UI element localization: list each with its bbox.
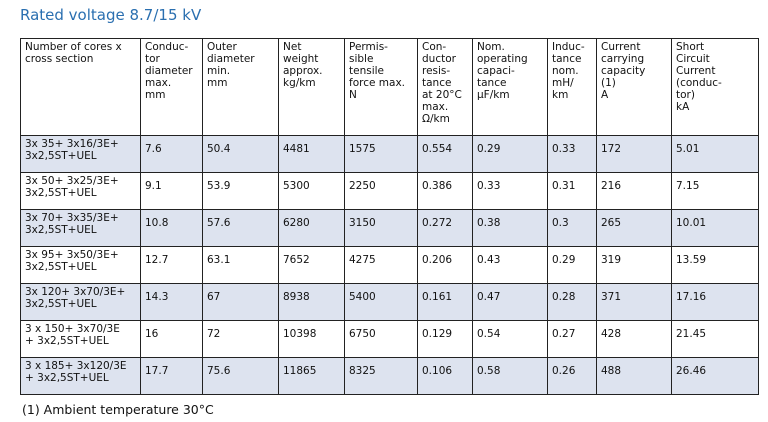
column-header-line: Circuit xyxy=(676,53,710,65)
table-row xyxy=(21,247,759,284)
cell-cable-type xyxy=(21,321,141,358)
cable-type-line: 3x2,5ST+UEL xyxy=(25,261,97,273)
footnote: (1) Ambient temperature 30°C xyxy=(22,402,214,417)
table-cell: 0.54 xyxy=(473,321,548,358)
table-cell: 7.15 xyxy=(672,173,759,210)
table-cell: 0.129 xyxy=(418,321,473,358)
cable-type-line: 3x 35+ 3x16/3E+ xyxy=(25,138,119,150)
table-cell: 67 xyxy=(203,284,279,321)
column-header-line: diameter xyxy=(207,53,255,65)
column-header-line: weight xyxy=(283,53,319,65)
cell-cable-type xyxy=(21,284,141,321)
table-row xyxy=(21,284,759,321)
table-cell: 11865 xyxy=(279,358,345,395)
cable-type-line: 3x 70+ 3x35/3E+ xyxy=(25,212,119,224)
cable-type-line: 3x2,5ST+UEL xyxy=(25,187,97,199)
table-cell: 5.01 xyxy=(672,136,759,173)
column-header-line: A xyxy=(601,89,609,101)
column-header-line: Conduc- xyxy=(145,41,189,53)
column-header xyxy=(548,39,597,136)
column-header-line: min. xyxy=(207,65,231,77)
table-cell: 0.554 xyxy=(418,136,473,173)
table-cell: 4481 xyxy=(279,136,345,173)
cable-type-line: 3x 95+ 3x50/3E+ xyxy=(25,249,119,261)
column-header xyxy=(672,39,759,136)
cable-type-line: 3x2,5ST+UEL xyxy=(25,150,97,162)
column-header xyxy=(418,39,473,136)
cable-type-line: 3 x 150+ 3x70/3E xyxy=(25,323,120,335)
table-cell: 0.33 xyxy=(548,136,597,173)
column-header-line: Net xyxy=(283,41,302,53)
table-cell: 13.59 xyxy=(672,247,759,284)
cell-cable-type xyxy=(21,173,141,210)
column-header-line: diameter xyxy=(145,65,193,77)
header-row xyxy=(21,39,759,136)
column-header xyxy=(279,39,345,136)
table-cell: 488 xyxy=(597,358,672,395)
column-header-line: tance xyxy=(422,77,452,89)
table-cell: 7652 xyxy=(279,247,345,284)
table-cell: 3150 xyxy=(345,210,418,247)
column-header-line: carrying xyxy=(601,53,645,65)
column-header-line: mH/ xyxy=(552,77,574,89)
column-header-line: tance xyxy=(552,53,582,65)
table-row xyxy=(21,136,759,173)
cell-cable-type xyxy=(21,247,141,284)
column-header xyxy=(473,39,548,136)
table-cell: 319 xyxy=(597,247,672,284)
table-cell: 53.9 xyxy=(203,173,279,210)
table-cell: 0.38 xyxy=(473,210,548,247)
table-cell: 216 xyxy=(597,173,672,210)
column-header-line: km xyxy=(552,89,569,101)
column-header-line: mm xyxy=(207,77,228,89)
table-cell: 14.3 xyxy=(141,284,203,321)
column-header-line: tance xyxy=(477,77,507,89)
column-header-line: approx. xyxy=(283,65,323,77)
table-cell: 0.47 xyxy=(473,284,548,321)
column-header-line: Number of cores x xyxy=(25,41,122,53)
table-cell: 0.161 xyxy=(418,284,473,321)
table-cell: 6750 xyxy=(345,321,418,358)
column-header-line: Induc- xyxy=(552,41,585,53)
table-cell: 0.106 xyxy=(418,358,473,395)
table-cell: 75.6 xyxy=(203,358,279,395)
table-cell: 8938 xyxy=(279,284,345,321)
table-row xyxy=(21,358,759,395)
table-cell: 0.43 xyxy=(473,247,548,284)
column-header-line: capacity xyxy=(601,65,646,77)
column-header-line: resis- xyxy=(422,65,451,77)
cable-type-line: + 3x2,5ST+UEL xyxy=(25,372,109,384)
table-cell: 10.01 xyxy=(672,210,759,247)
column-header-line: Current xyxy=(601,41,641,53)
cable-type-line: + 3x2,5ST+UEL xyxy=(25,335,109,347)
column-header-line: mm xyxy=(145,89,166,101)
table-cell: 9.1 xyxy=(141,173,203,210)
table-row xyxy=(21,321,759,358)
table-cell: 5400 xyxy=(345,284,418,321)
cable-type-line: 3x2,5ST+UEL xyxy=(25,298,97,310)
cable-type-line: 3x 50+ 3x25/3E+ xyxy=(25,175,119,187)
column-header-line: kg/km xyxy=(283,77,316,89)
table-cell: 0.58 xyxy=(473,358,548,395)
table-cell: 0.27 xyxy=(548,321,597,358)
table-cell: 1575 xyxy=(345,136,418,173)
column-header xyxy=(345,39,418,136)
table-cell: 4275 xyxy=(345,247,418,284)
column-header-line: Short xyxy=(676,41,705,53)
table-cell: 428 xyxy=(597,321,672,358)
table-cell: 265 xyxy=(597,210,672,247)
table-cell: 0.386 xyxy=(418,173,473,210)
column-header-line: Current xyxy=(676,65,716,77)
column-header-line: Nom. xyxy=(477,41,505,53)
cell-cable-type xyxy=(21,136,141,173)
table-cell: 57.6 xyxy=(203,210,279,247)
table-cell: 0.29 xyxy=(473,136,548,173)
column-header-line: tor) xyxy=(676,89,695,101)
table-cell: 72 xyxy=(203,321,279,358)
table-cell: 0.272 xyxy=(418,210,473,247)
column-header-line: Con- xyxy=(422,41,447,53)
table-cell: 63.1 xyxy=(203,247,279,284)
column-header-line: µF/km xyxy=(477,89,510,101)
column-header-line: tensile xyxy=(349,65,384,77)
cable-spec-table-container xyxy=(20,38,758,395)
table-cell: 10398 xyxy=(279,321,345,358)
table-cell: 5300 xyxy=(279,173,345,210)
table-cell: 26.46 xyxy=(672,358,759,395)
table-row xyxy=(21,210,759,247)
table-cell: 371 xyxy=(597,284,672,321)
column-header-line: (1) xyxy=(601,77,616,89)
table-cell: 0.29 xyxy=(548,247,597,284)
table-cell: 17.16 xyxy=(672,284,759,321)
column-header-line: nom. xyxy=(552,65,579,77)
table-cell: 2250 xyxy=(345,173,418,210)
table-cell: 12.7 xyxy=(141,247,203,284)
cable-type-line: 3x2,5ST+UEL xyxy=(25,224,97,236)
column-header-line: ductor xyxy=(422,53,456,65)
column-header-line: N xyxy=(349,89,357,101)
column-header-line: (conduc- xyxy=(676,77,722,89)
column-header-line: force max. xyxy=(349,77,405,89)
table-cell: 21.45 xyxy=(672,321,759,358)
column-header-line: capaci- xyxy=(477,65,515,77)
table-cell: 50.4 xyxy=(203,136,279,173)
table-cell: 0.206 xyxy=(418,247,473,284)
column-header-line: Ω/km xyxy=(422,113,450,125)
cable-type-line: 3x 120+ 3x70/3E+ xyxy=(25,286,126,298)
table-cell: 6280 xyxy=(279,210,345,247)
table-cell: 0.26 xyxy=(548,358,597,395)
column-header-line: at 20°C xyxy=(422,89,462,101)
column-header-line: kA xyxy=(676,101,690,113)
column-header-line: Permis- xyxy=(349,41,388,53)
column-header-line: cross section xyxy=(25,53,94,65)
table-row xyxy=(21,173,759,210)
table-title: Rated voltage 8.7/15 kV xyxy=(20,6,202,24)
table-cell: 172 xyxy=(597,136,672,173)
table-cell: 0.3 xyxy=(548,210,597,247)
table-cell: 0.33 xyxy=(473,173,548,210)
table-body xyxy=(21,136,759,395)
table-cell: 7.6 xyxy=(141,136,203,173)
cable-type-line: 3 x 185+ 3x120/3E xyxy=(25,360,127,372)
column-header xyxy=(597,39,672,136)
column-header xyxy=(141,39,203,136)
cell-cable-type xyxy=(21,358,141,395)
column-header-line: max. xyxy=(422,101,449,113)
cell-cable-type xyxy=(21,210,141,247)
table-cell: 16 xyxy=(141,321,203,358)
table-cell: 0.31 xyxy=(548,173,597,210)
column-header-line: Outer xyxy=(207,41,237,53)
column-header-line: sible xyxy=(349,53,374,65)
table-cell: 0.28 xyxy=(548,284,597,321)
column-header-line: operating xyxy=(477,53,528,65)
table-cell: 8325 xyxy=(345,358,418,395)
column-header-line: tor xyxy=(145,53,160,65)
column-header xyxy=(203,39,279,136)
column-header xyxy=(21,39,141,136)
table-cell: 17.7 xyxy=(141,358,203,395)
column-header-line: max. xyxy=(145,77,172,89)
cable-spec-table xyxy=(20,38,759,395)
table-cell: 10.8 xyxy=(141,210,203,247)
